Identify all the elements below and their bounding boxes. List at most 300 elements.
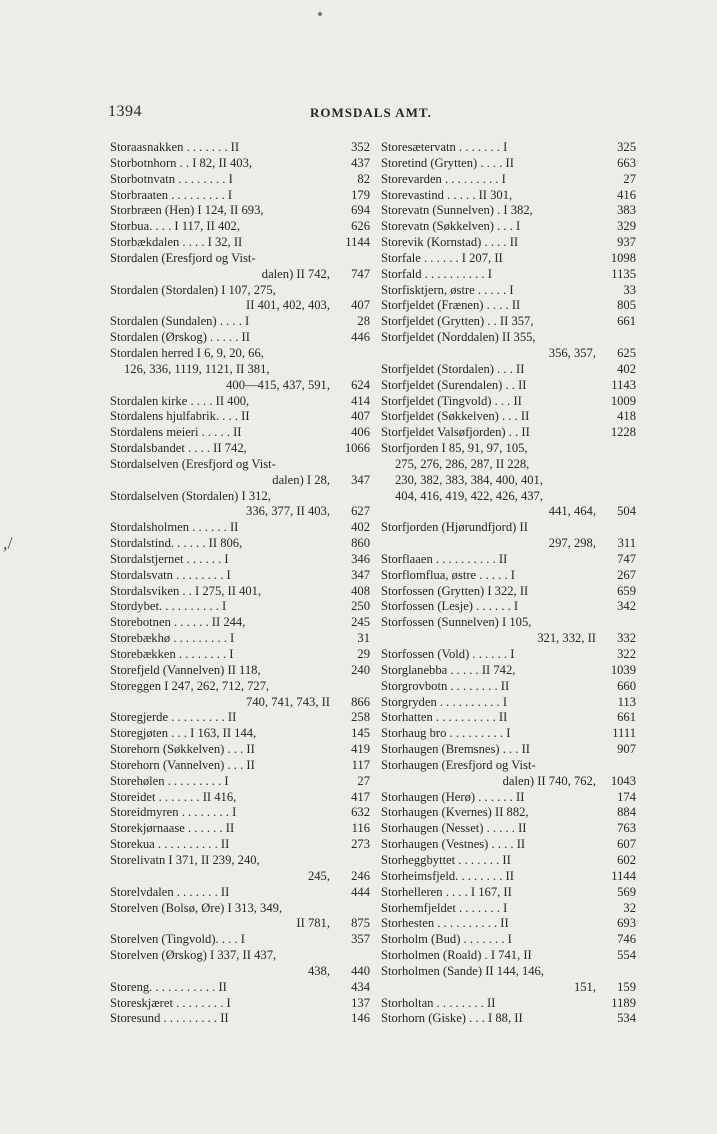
entry-page: 113 [617, 694, 636, 709]
index-entry [381, 267, 636, 283]
index-entry [381, 584, 636, 600]
index-entry [110, 425, 370, 441]
entry-text: Storbækdalen . . . . I 32, II [110, 235, 243, 250]
entry-page [602, 758, 636, 774]
index-entry-continuation [381, 473, 636, 489]
entry-page [336, 251, 370, 267]
entry-page: 159 [617, 979, 636, 994]
entry-page: 1043 [610, 773, 636, 788]
entry-page [602, 473, 636, 489]
entry-page: 627 [351, 504, 370, 519]
left-index-column [110, 140, 370, 1027]
entry-text: 356, 357, [548, 345, 596, 360]
entry-text: Storholtan . . . . . . . . II [381, 995, 496, 1010]
entry-text: Storhaugen (Herø) . . . . . . II [381, 789, 525, 804]
index-entry [381, 251, 636, 267]
index-entry [110, 489, 370, 505]
entry-text: Storbotnhorn . . I 82, II 403, [110, 155, 253, 170]
index-entry [110, 837, 370, 853]
entry-page: 1143 [611, 377, 636, 392]
index-entry [110, 552, 370, 568]
index-entry [381, 742, 636, 758]
entry-text: Storfossen (Grytten) I 322, II [381, 583, 529, 598]
index-entry [381, 964, 636, 980]
entry-page [336, 948, 370, 964]
entry-page: 137 [351, 995, 370, 1010]
index-entry [110, 647, 370, 663]
index-entry-continuation [110, 298, 370, 314]
index-entry [381, 710, 636, 726]
entry-page: 763 [617, 821, 636, 836]
entry-page: 663 [617, 155, 636, 170]
index-entry [381, 837, 636, 853]
index-entry [381, 441, 636, 457]
index-entry-continuation [110, 378, 370, 394]
index-entry [110, 441, 370, 457]
entry-text: 404, 416, 419, 422, 426, 437, [395, 488, 543, 503]
entry-text: 126, 336, 1119, 1121, II 381, [124, 361, 270, 376]
entry-page: 660 [617, 678, 636, 693]
entry-text: Stordalsviken . . I 275, II 401, [110, 583, 262, 598]
entry-page: 407 [351, 409, 370, 424]
index-entry [381, 172, 636, 188]
page-number: 1394 [108, 103, 142, 120]
entry-page: 347 [351, 472, 370, 487]
entry-page: 1144 [611, 868, 636, 883]
entry-page: 746 [617, 932, 636, 947]
entry-text: Storebotnen . . . . . . II 244, [110, 615, 246, 630]
entry-text: Storhaugen (Bremsnes) . . . II [381, 742, 530, 757]
index-entry [110, 742, 370, 758]
entry-page [602, 520, 636, 536]
entry-text: Storhaugen (Vestnes) . . . . II [381, 837, 526, 852]
entry-page: 408 [351, 583, 370, 598]
index-entry [381, 520, 636, 536]
index-entry [381, 298, 636, 314]
index-entry [381, 1011, 636, 1027]
index-entry [110, 885, 370, 901]
index-entry [110, 901, 370, 917]
entry-page [602, 615, 636, 631]
entry-page: 250 [351, 599, 370, 614]
index-entry [381, 647, 636, 663]
entry-page: 325 [617, 140, 636, 154]
index-entry [381, 188, 636, 204]
entry-text: 151, [573, 979, 596, 994]
entry-text: Stordalen (Sundalen) . . . . I [110, 314, 250, 329]
entry-text: Storhemfjeldet . . . . . . . I [381, 900, 508, 915]
index-entry [381, 599, 636, 615]
entry-page: 240 [351, 662, 370, 677]
entry-page [602, 489, 636, 505]
index-entry [110, 394, 370, 410]
entry-page: 1009 [610, 393, 636, 408]
entry-page: 937 [617, 235, 636, 250]
entry-page: 694 [351, 203, 370, 218]
index-entry [381, 996, 636, 1012]
entry-text: 336, 377, II 403, [246, 504, 330, 519]
entry-page: 907 [617, 742, 636, 757]
index-entry [110, 346, 370, 362]
entry-page: 347 [351, 567, 370, 582]
index-entry [381, 362, 636, 378]
entry-text: Storhaugen (Eresfjord og Vist- [381, 757, 536, 772]
entry-page: 534 [617, 1011, 636, 1026]
entry-text: Storglanebba . . . . . II 742, [381, 662, 516, 677]
entry-text: Storfjeldet Valsøfjorden) . . II [381, 425, 530, 440]
entry-page: 32 [623, 900, 636, 915]
entry-page: 1066 [344, 441, 370, 456]
entry-text: Storfjeldet (Frænen) . . . . II [381, 298, 521, 313]
index-entry [110, 219, 370, 235]
entry-page: 1228 [610, 425, 636, 440]
entry-text: Storebækhø . . . . . . . . . I [110, 631, 235, 646]
index-entry [110, 710, 370, 726]
entry-text: Storegjerde . . . . . . . . . II [110, 710, 237, 725]
index-entry [110, 172, 370, 188]
entry-page: 661 [617, 314, 636, 329]
index-entry [381, 219, 636, 235]
entry-page: 416 [617, 187, 636, 202]
entry-text: Storfjeldet (Tingvold) . . . II [381, 393, 522, 408]
entry-page: 245 [351, 615, 370, 630]
entry-page: 311 [617, 536, 636, 551]
index-entry [381, 615, 636, 631]
entry-text: Storfossen (Sunnelven) I 105, [381, 615, 532, 630]
index-entry [381, 409, 636, 425]
entry-page [336, 362, 370, 378]
entry-text: Storetind (Grytten) . . . . II [381, 155, 514, 170]
entry-text: Stordalstjernet . . . . . . I [110, 551, 229, 566]
entry-page: 607 [617, 837, 636, 852]
entry-page: 624 [351, 377, 370, 392]
entry-text: Storfjorden I 85, 91, 97, 105, [381, 441, 528, 456]
entry-page: 569 [617, 884, 636, 899]
index-entry-continuation [381, 504, 636, 520]
entry-text: Stordalstind. . . . . . II 806, [110, 536, 243, 551]
entry-page [336, 853, 370, 869]
entry-text: Stordalsbandet . . . . II 742, [110, 441, 247, 456]
index-entry-continuation [110, 267, 370, 283]
entry-text: Storflaaen . . . . . . . . . . II [381, 551, 508, 566]
entry-text: Storholm (Bud) . . . . . . . I [381, 932, 512, 947]
entry-page [336, 679, 370, 695]
entry-text: Storgryden . . . . . . . . . . I [381, 694, 508, 709]
entry-page: 437 [351, 155, 370, 170]
entry-text: Storfald . . . . . . . . . . I [381, 266, 492, 281]
entry-text: Storhaugen (Kvernes) II 882, [381, 805, 529, 820]
index-entry [381, 663, 636, 679]
entry-page [602, 964, 636, 980]
index-entry [110, 330, 370, 346]
entry-text: Storevatn (Søkkelven) . . . I [381, 219, 521, 234]
entry-text: II 401, 402, 403, [246, 298, 330, 313]
entry-page: 747 [617, 551, 636, 566]
entry-text: Storfjeldet (Stordalen) . . . II [381, 361, 525, 376]
entry-text: Stordalen (Ørskog) . . . . . II [110, 330, 250, 345]
entry-text: Stordalsvatn . . . . . . . . I [110, 567, 231, 582]
entry-text: Storeskjæret . . . . . . . . I [110, 995, 231, 1010]
index-entry [110, 314, 370, 330]
entry-text: Storholmen (Roald) . I 741, II [381, 948, 532, 963]
index-entry [110, 536, 370, 552]
entry-page [336, 283, 370, 299]
index-entry [110, 188, 370, 204]
index-entry-continuation [110, 473, 370, 489]
entry-text: Storevastind . . . . . II 301, [381, 187, 513, 202]
index-entry [110, 615, 370, 631]
entry-page: 82 [357, 171, 370, 186]
entry-text: Storeggen I 247, 262, 712, 727, [110, 678, 270, 693]
entry-text: Stordalsholmen . . . . . . II [110, 520, 239, 535]
index-entry [381, 695, 636, 711]
index-entry-continuation [381, 631, 636, 647]
entry-text: II 781, [296, 916, 330, 931]
index-entry-continuation [110, 504, 370, 520]
entry-page: 1111 [612, 726, 636, 741]
ink-spot [318, 12, 322, 16]
entry-text: 275, 276, 286, 287, II 228, [395, 456, 530, 471]
entry-page: 329 [617, 219, 636, 234]
entry-text: Storevarden . . . . . . . . . I [381, 171, 506, 186]
entry-text: Storheggbyttet . . . . . . . II [381, 852, 511, 867]
index-entry [110, 599, 370, 615]
index-entry [110, 584, 370, 600]
index-entry [381, 853, 636, 869]
entry-text: Storesætervatn . . . . . . . I [381, 140, 508, 154]
running-title: ROMSDALS AMT. [310, 105, 432, 120]
entry-text: 438, [307, 963, 330, 978]
entry-page: 444 [351, 884, 370, 899]
entry-page: 860 [351, 536, 370, 551]
entry-text: Storelven (Bolsø, Øre) I 313, 349, [110, 900, 283, 915]
index-entry [110, 758, 370, 774]
index-entry [381, 805, 636, 821]
entry-text: Storfjeldet (Søkkelven) . . . II [381, 409, 530, 424]
entry-text: 297, 298, [548, 536, 596, 551]
index-entry [381, 916, 636, 932]
index-entry [381, 203, 636, 219]
entry-text: Storfisktjern, østre . . . . . I [381, 282, 514, 297]
index-entry [381, 568, 636, 584]
index-entry-continuation [381, 457, 636, 473]
index-entry [381, 235, 636, 251]
entry-page: 258 [351, 710, 370, 725]
entry-text: Storevatn (Sunnelven) . I 382, [381, 203, 533, 218]
entry-page: 322 [617, 647, 636, 661]
index-entry [110, 774, 370, 790]
entry-page: 1098 [610, 250, 636, 265]
index-entry [110, 980, 370, 996]
index-entry [110, 568, 370, 584]
entry-page: 402 [617, 361, 636, 376]
entry-text: Storelivatn I 371, II 239, 240, [110, 852, 260, 867]
index-entry [110, 457, 370, 473]
entry-text: Storgrovbotn . . . . . . . . II [381, 678, 510, 693]
entry-page: 554 [617, 948, 636, 963]
index-entry-continuation [110, 869, 370, 885]
entry-page: 117 [351, 757, 370, 772]
entry-page: 406 [351, 425, 370, 440]
entry-page: 625 [617, 345, 636, 360]
entry-text: 321, 332, II [537, 631, 596, 646]
index-entry [381, 821, 636, 837]
entry-page: 1135 [611, 266, 636, 281]
index-entry [110, 663, 370, 679]
entry-page: 407 [351, 298, 370, 313]
entry-text: Storheimsfjeld. . . . . . . . II [381, 868, 514, 883]
entry-page: 29 [357, 647, 370, 661]
entry-page: 1189 [611, 995, 636, 1010]
index-entry [110, 679, 370, 695]
entry-page: 357 [351, 932, 370, 947]
entry-page: 332 [617, 631, 636, 646]
entry-text: Storflomflua, østre . . . . . I [381, 567, 515, 582]
entry-text: Storeidet . . . . . . . II 416, [110, 789, 237, 804]
margin-mark: ,/ [3, 533, 13, 553]
index-entry [110, 203, 370, 219]
index-entry [110, 726, 370, 742]
index-entry [381, 948, 636, 964]
entry-text: Storesund . . . . . . . . . II [110, 1011, 229, 1026]
entry-page: 146 [351, 1011, 370, 1026]
index-entry [110, 948, 370, 964]
entry-page: 418 [617, 409, 636, 424]
index-entry [381, 679, 636, 695]
index-entry [381, 330, 636, 346]
entry-page: 661 [617, 710, 636, 725]
index-entry [381, 156, 636, 172]
index-entry [110, 140, 370, 156]
entry-page: 174 [617, 789, 636, 804]
entry-text: Storegjøten . . . I 163, II 144, [110, 726, 257, 741]
index-entry-continuation [110, 916, 370, 932]
index-entry [110, 790, 370, 806]
index-entry [381, 758, 636, 774]
entry-text: dalen) II 740, 762, [502, 773, 596, 788]
index-entry [110, 805, 370, 821]
entry-page: 504 [617, 504, 636, 519]
entry-text: Storfjeldet (Surendalen) . . II [381, 377, 527, 392]
entry-page [602, 457, 636, 473]
entry-page: 414 [351, 393, 370, 408]
entry-text: Storelven (Tingvold). . . . I [110, 932, 245, 947]
entry-page: 747 [351, 266, 370, 281]
entry-page: 805 [617, 298, 636, 313]
index-entry [110, 996, 370, 1012]
index-entry [381, 140, 636, 156]
entry-text: Storfossen (Lesje) . . . . . . I [381, 599, 519, 614]
entry-page: 27 [357, 773, 370, 788]
entry-page: 273 [351, 837, 370, 852]
entry-text: Stordalen herred I 6, 9, 20, 66, [110, 345, 264, 360]
entry-page: 1039 [610, 662, 636, 677]
entry-text: Stordalselven (Stordalen) I 312, [110, 488, 271, 503]
entry-text: Storebækken . . . . . . . . I [110, 647, 234, 661]
index-entry [110, 853, 370, 869]
entry-text: 230, 382, 383, 384, 400, 401, [395, 472, 543, 487]
index-entry [381, 394, 636, 410]
index-entry-continuation [110, 964, 370, 980]
index-entry-continuation [381, 346, 636, 362]
entry-page: 402 [351, 520, 370, 535]
entry-text: Storfjeldet (Grytten) . . II 357, [381, 314, 534, 329]
entry-page: 875 [351, 916, 370, 931]
index-entry [110, 821, 370, 837]
index-entry [381, 378, 636, 394]
entry-text: Stordalens meieri . . . . . II [110, 425, 242, 440]
index-entry [110, 283, 370, 299]
entry-text: Stordalens hjulfabrik. . . . II [110, 409, 250, 424]
entry-page: 419 [351, 742, 370, 757]
entry-text: Storehorn (Søkkelven) . . . II [110, 742, 255, 757]
index-entry [381, 790, 636, 806]
entry-text: Storbræen (Hen) I 124, II 693, [110, 203, 264, 218]
entry-page: 659 [617, 583, 636, 598]
entry-text: 441, 464, [548, 504, 596, 519]
entry-text: Storelven (Ørskog) I 337, II 437, [110, 948, 277, 963]
right-index-column [381, 140, 636, 1027]
entry-page [336, 457, 370, 473]
entry-page: 179 [351, 187, 370, 202]
entry-page: 267 [617, 567, 636, 582]
entry-text: Storbraaten . . . . . . . . . I [110, 187, 233, 202]
index-entry-continuation [110, 695, 370, 711]
entry-text: Storeidmyren . . . . . . . . I [110, 805, 237, 820]
index-entry [381, 901, 636, 917]
entry-text: dalen) I 28, [272, 472, 330, 487]
index-entry-continuation [381, 536, 636, 552]
index-entry [110, 235, 370, 251]
entry-page: 602 [617, 852, 636, 867]
entry-page: 246 [351, 868, 370, 883]
index-entry [110, 156, 370, 172]
entry-text: Storaasnakken . . . . . . . II [110, 140, 240, 154]
entry-text: Storfale . . . . . . I 207, II [381, 250, 503, 265]
entry-text: Stordalen kirke . . . . II 400, [110, 393, 250, 408]
index-entry [110, 631, 370, 647]
entry-text: Storhaugen (Nesset) . . . . . II [381, 821, 527, 836]
entry-page: 632 [351, 805, 370, 820]
index-entry [381, 283, 636, 299]
entry-text: Storekjørnaase . . . . . . II [110, 821, 235, 836]
entry-page: 352 [351, 140, 370, 154]
entry-page [602, 441, 636, 457]
entry-text: Storfossen (Vold) . . . . . . I [381, 647, 515, 661]
entry-text: Storbua. . . . I 117, II 402, [110, 219, 241, 234]
entry-text: Stordybet. . . . . . . . . . I [110, 599, 227, 614]
entry-text: Storholmen (Sande) II 144, 146, [381, 963, 544, 978]
entry-page: 693 [617, 916, 636, 931]
entry-page: 626 [351, 219, 370, 234]
entry-page: 33 [623, 282, 636, 297]
entry-page: 417 [351, 789, 370, 804]
entry-text: 245, [307, 868, 330, 883]
entry-text: Storbotnvatn . . . . . . . . I [110, 171, 233, 186]
entry-text: Storevik (Kornstad) . . . . II [381, 235, 519, 250]
entry-text: Storhesten . . . . . . . . . . II [381, 916, 509, 931]
index-entry [381, 869, 636, 885]
entry-page: 145 [351, 726, 370, 741]
index-entry [381, 314, 636, 330]
entry-page [336, 346, 370, 362]
entry-text: Storhelleren . . . . I 167, II [381, 884, 512, 899]
entry-page: 342 [617, 599, 636, 614]
index-entry [381, 425, 636, 441]
entry-page: 434 [351, 979, 370, 994]
entry-text: Stordalen (Eresfjord og Vist- [110, 250, 256, 265]
entry-text: Storhorn (Giske) . . . I 88, II [381, 1011, 523, 1026]
